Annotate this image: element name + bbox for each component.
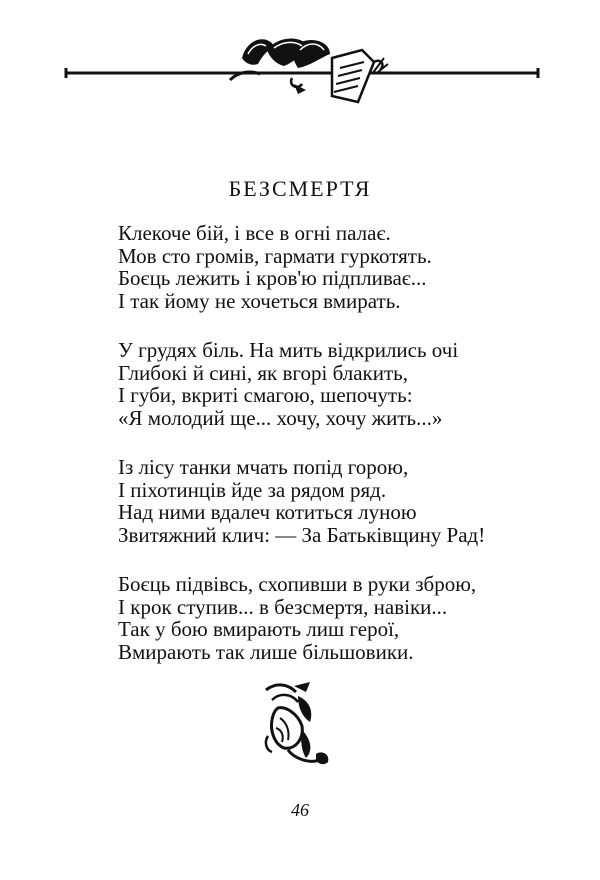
poem-line: Над ними вдалеч котиться луною <box>118 500 417 524</box>
poem-line: Глибокі й сині, як вгорі блакить, <box>118 360 408 385</box>
poem-line: І так йому не хочеться вмирать. <box>118 288 401 313</box>
stanza-2 <box>118 339 558 429</box>
poem-line: Із лісу танки мчать попід горою, <box>118 455 409 479</box>
stanza-4 <box>118 573 558 663</box>
floral-vignette-icon <box>258 678 338 774</box>
stanza-1 <box>118 222 558 312</box>
poem-line: Звитяжний клич: — За Батьківщину Рад! <box>118 522 486 547</box>
poem-line: Мов сто громів, гармати гуркотять. <box>118 243 432 268</box>
stanza-3 <box>118 456 558 546</box>
poem-line: «Я молодий ще... хочу, хочу жить...» <box>118 405 443 430</box>
poem-line: У грудях біль. На мить відкрились очі <box>118 338 459 362</box>
laurel-branch-banner-icon <box>62 28 542 108</box>
poem-line: Боєць підвівсь, схопивши в руки зброю, <box>118 572 477 596</box>
poem-line: І піхотинців йде за рядом ряд. <box>118 477 387 502</box>
poem-line: Клекоче бій, і все в огні палає. <box>118 221 391 245</box>
page-number: 46 <box>291 800 309 820</box>
poem-line: Вмирають так лише більшовики. <box>118 639 414 664</box>
poem-line: І крок ступив... в безсмертя, навіки... <box>118 594 448 619</box>
poem-line: І губи, вкриті смагою, шепочуть: <box>118 383 413 407</box>
poem-body <box>118 222 558 690</box>
poem-title: БЕЗСМЕРТЯ <box>228 176 372 201</box>
poem-line: Боєць лежить і кров'ю підпливає... <box>118 266 427 290</box>
poem-line: Так у бою вмирають лиш герої, <box>118 617 400 641</box>
